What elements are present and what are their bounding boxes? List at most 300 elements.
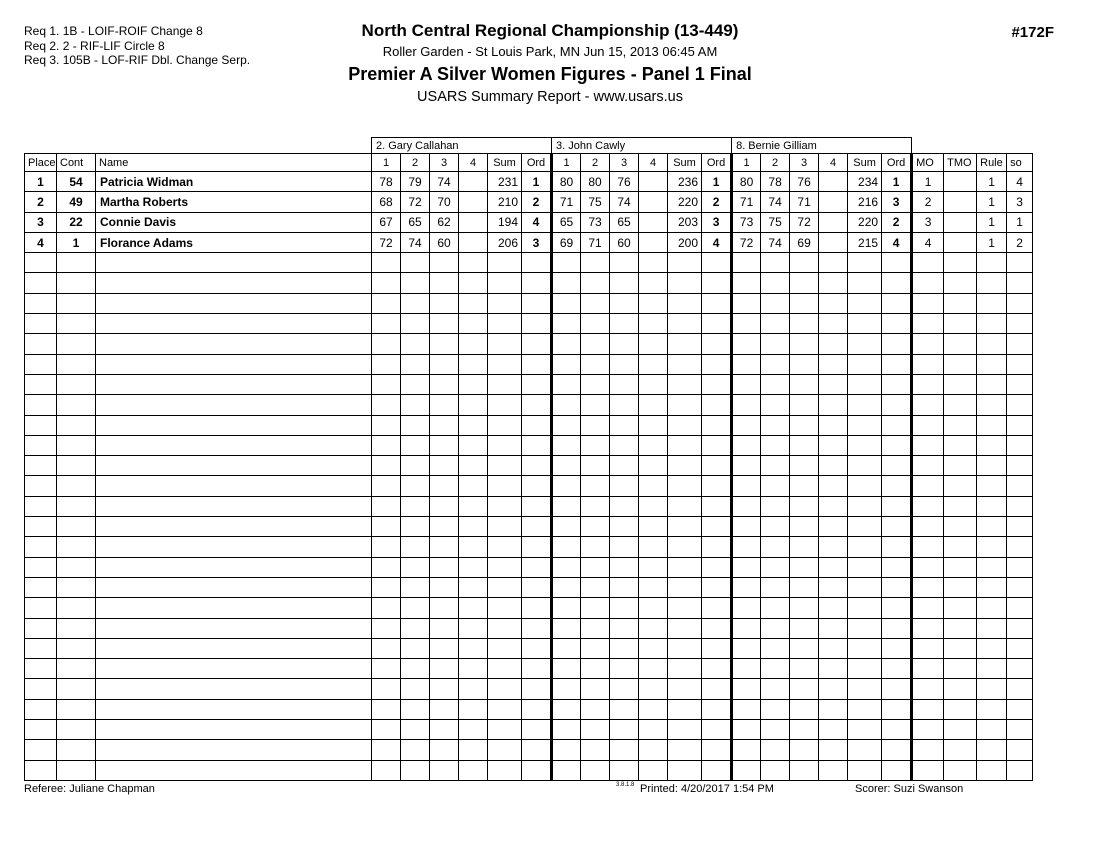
- sum-cell: [488, 496, 522, 516]
- score-cell: [401, 395, 430, 415]
- score-cell: [581, 435, 610, 455]
- ord-cell: 1: [702, 172, 732, 192]
- score-cell: [552, 679, 581, 699]
- name-cell: [96, 435, 372, 455]
- sum-cell: [488, 517, 522, 537]
- score-cell: 67: [372, 212, 401, 232]
- empty-row: [25, 760, 1033, 780]
- score-cell: [790, 456, 819, 476]
- score-cell: [819, 415, 848, 435]
- rule-cell: [977, 517, 1007, 537]
- tmo-cell: [944, 374, 977, 394]
- score-cell: [639, 374, 668, 394]
- ord-cell: [522, 456, 552, 476]
- sum-cell: [848, 293, 882, 313]
- col-header-tmo: TMO: [944, 154, 977, 172]
- ord-cell: [522, 679, 552, 699]
- score-cell: 71: [552, 192, 581, 212]
- col-header-cont: Cont: [57, 154, 96, 172]
- sum-cell: [668, 679, 702, 699]
- sum-cell: [488, 334, 522, 354]
- score-cell: [761, 638, 790, 658]
- score-cell: [372, 740, 401, 760]
- sum-cell: [488, 577, 522, 597]
- score-cell: [430, 293, 459, 313]
- tmo-cell: [944, 659, 977, 679]
- cont-cell: [57, 476, 96, 496]
- score-cell: [819, 537, 848, 557]
- place-cell: [25, 314, 57, 334]
- col-header-ord: Ord: [882, 154, 912, 172]
- championship-title: North Central Regional Championship (13-449): [361, 21, 739, 40]
- col-header-score-3: 3: [610, 154, 639, 172]
- rule-cell: 1: [977, 172, 1007, 192]
- mo-cell: [912, 598, 944, 618]
- col-header-ord: Ord: [522, 154, 552, 172]
- score-cell: [790, 253, 819, 273]
- score-cell: [552, 456, 581, 476]
- cont-cell: 1: [57, 232, 96, 252]
- empty-row: [25, 253, 1033, 273]
- rule-cell: [977, 395, 1007, 415]
- sum-cell: [488, 598, 522, 618]
- sum-cell: [488, 374, 522, 394]
- referee-label: Referee: Juliane Chapman: [24, 783, 155, 795]
- score-cell: [430, 354, 459, 374]
- score-cell: [401, 334, 430, 354]
- place-cell: [25, 334, 57, 354]
- score-cell: [552, 435, 581, 455]
- cont-cell: [57, 598, 96, 618]
- ord-cell: [882, 334, 912, 354]
- col-header-score-2: 2: [761, 154, 790, 172]
- tmo-cell: [944, 212, 977, 232]
- so-cell: [1007, 760, 1033, 780]
- score-cell: [372, 293, 401, 313]
- place-cell: [25, 760, 57, 780]
- col-header-score-1: 1: [552, 154, 581, 172]
- cont-cell: [57, 517, 96, 537]
- score-cell: 79: [401, 172, 430, 192]
- score-cell: [732, 314, 761, 334]
- col-header-name: Name: [96, 154, 372, 172]
- sum-cell: [668, 699, 702, 719]
- score-cell: 72: [401, 192, 430, 212]
- ord-cell: [702, 577, 732, 597]
- mo-cell: [912, 740, 944, 760]
- score-cell: [401, 415, 430, 435]
- score-cell: [761, 679, 790, 699]
- score-cell: [581, 537, 610, 557]
- ord-cell: [702, 314, 732, 334]
- score-cell: [732, 496, 761, 516]
- score-cell: [819, 435, 848, 455]
- sum-cell: [668, 577, 702, 597]
- score-cell: [610, 435, 639, 455]
- score-cell: [430, 273, 459, 293]
- score-cell: [819, 232, 848, 252]
- place-cell: 4: [25, 232, 57, 252]
- score-cell: [732, 760, 761, 780]
- place-cell: [25, 598, 57, 618]
- score-cell: 60: [610, 232, 639, 252]
- score-cell: [761, 557, 790, 577]
- score-cell: [819, 577, 848, 597]
- sum-cell: [848, 517, 882, 537]
- score-cell: [761, 496, 790, 516]
- score-cell: [459, 456, 488, 476]
- ord-cell: [882, 537, 912, 557]
- score-cell: 80: [581, 172, 610, 192]
- score-cell: 78: [372, 172, 401, 192]
- tmo-cell: [944, 192, 977, 212]
- ord-cell: [702, 537, 732, 557]
- ord-cell: [702, 374, 732, 394]
- name-cell: [96, 273, 372, 293]
- score-cell: [732, 699, 761, 719]
- rule-cell: [977, 354, 1007, 374]
- score-cell: [639, 760, 668, 780]
- sum-cell: [668, 293, 702, 313]
- tmo-cell: [944, 314, 977, 334]
- score-cell: [401, 537, 430, 557]
- ord-cell: [522, 415, 552, 435]
- so-cell: [1007, 293, 1033, 313]
- score-cell: [790, 395, 819, 415]
- score-cell: [372, 760, 401, 780]
- score-cell: [639, 293, 668, 313]
- ord-cell: 1: [522, 172, 552, 192]
- score-cell: [430, 517, 459, 537]
- score-cell: [372, 537, 401, 557]
- sum-cell: [488, 557, 522, 577]
- sum-cell: [848, 618, 882, 638]
- score-cell: [639, 557, 668, 577]
- score-cell: 78: [761, 172, 790, 192]
- score-cell: [639, 598, 668, 618]
- col-header-ord: Ord: [702, 154, 732, 172]
- name-cell: [96, 334, 372, 354]
- col-header-score-1: 1: [372, 154, 401, 172]
- score-cell: [639, 435, 668, 455]
- score-cell: [639, 172, 668, 192]
- sum-cell: [488, 740, 522, 760]
- col-header-score-4: 4: [639, 154, 668, 172]
- score-cell: [430, 314, 459, 334]
- score-cell: [732, 537, 761, 557]
- tmo-cell: [944, 557, 977, 577]
- name-cell: [96, 659, 372, 679]
- sum-cell: [668, 557, 702, 577]
- so-cell: [1007, 638, 1033, 658]
- score-cell: [790, 659, 819, 679]
- ord-cell: [522, 314, 552, 334]
- empty-row: [25, 699, 1033, 719]
- empty-row: [25, 273, 1033, 293]
- score-cell: [761, 456, 790, 476]
- cont-cell: [57, 659, 96, 679]
- sum-cell: 200: [668, 232, 702, 252]
- score-cell: [790, 517, 819, 537]
- score-cell: [610, 496, 639, 516]
- score-cell: [639, 679, 668, 699]
- place-cell: [25, 638, 57, 658]
- so-cell: [1007, 334, 1033, 354]
- cont-cell: [57, 253, 96, 273]
- sum-cell: [668, 435, 702, 455]
- sum-cell: [848, 273, 882, 293]
- cont-cell: [57, 720, 96, 740]
- result-row: [25, 172, 1033, 192]
- judge-2-header: 3. John Cawly: [552, 138, 732, 154]
- mo-cell: [912, 557, 944, 577]
- ord-cell: [882, 395, 912, 415]
- empty-row: [25, 720, 1033, 740]
- ord-cell: [882, 374, 912, 394]
- cont-cell: [57, 374, 96, 394]
- score-cell: [790, 638, 819, 658]
- ord-cell: 3: [522, 232, 552, 252]
- ord-cell: [522, 334, 552, 354]
- score-cell: [610, 720, 639, 740]
- score-cell: [732, 618, 761, 638]
- cont-cell: [57, 537, 96, 557]
- tmo-cell: [944, 293, 977, 313]
- score-cell: [552, 740, 581, 760]
- rule-cell: [977, 273, 1007, 293]
- mo-cell: [912, 760, 944, 780]
- score-cell: [372, 273, 401, 293]
- score-cell: [430, 456, 459, 476]
- sum-cell: [668, 618, 702, 638]
- score-cell: [430, 476, 459, 496]
- ord-cell: [522, 354, 552, 374]
- score-cell: [372, 720, 401, 740]
- score-cell: [401, 760, 430, 780]
- sum-cell: [848, 253, 882, 273]
- score-cell: [581, 699, 610, 719]
- score-cell: [761, 374, 790, 394]
- sum-cell: [848, 496, 882, 516]
- col-header-place: Place: [25, 154, 57, 172]
- score-cell: [552, 476, 581, 496]
- place-cell: [25, 354, 57, 374]
- sum-cell: [488, 354, 522, 374]
- score-cell: [552, 537, 581, 557]
- score-cell: [790, 415, 819, 435]
- name-cell: [96, 638, 372, 658]
- so-cell: [1007, 253, 1033, 273]
- ord-cell: 2: [522, 192, 552, 212]
- name-cell: [96, 598, 372, 618]
- score-cell: [819, 212, 848, 232]
- score-cell: [610, 557, 639, 577]
- tmo-cell: [944, 253, 977, 273]
- sum-cell: 216: [848, 192, 882, 212]
- place-cell: [25, 395, 57, 415]
- score-cell: [552, 638, 581, 658]
- empty-row: [25, 334, 1033, 354]
- ord-cell: [522, 598, 552, 618]
- rule-cell: [977, 476, 1007, 496]
- judge-1-header: 2. Gary Callahan: [372, 138, 552, 154]
- score-cell: [819, 517, 848, 537]
- ord-cell: [882, 740, 912, 760]
- col-header-score-4: 4: [819, 154, 848, 172]
- col-header-score-3: 3: [790, 154, 819, 172]
- tmo-cell: [944, 395, 977, 415]
- score-cell: [610, 517, 639, 537]
- mo-cell: 3: [912, 212, 944, 232]
- mo-cell: 2: [912, 192, 944, 212]
- score-cell: 80: [732, 172, 761, 192]
- so-cell: [1007, 598, 1033, 618]
- score-cell: [790, 496, 819, 516]
- results-table: [24, 137, 1033, 781]
- score-cell: [610, 618, 639, 638]
- score-cell: 74: [761, 232, 790, 252]
- name-cell: Martha Roberts: [96, 192, 372, 212]
- ord-cell: [882, 760, 912, 780]
- name-cell: [96, 293, 372, 313]
- score-cell: [610, 456, 639, 476]
- score-cell: [459, 760, 488, 780]
- ord-cell: [882, 354, 912, 374]
- score-cell: [552, 659, 581, 679]
- judge-3-header: 8. Bernie Gilliam: [732, 138, 912, 154]
- place-cell: [25, 415, 57, 435]
- score-cell: [639, 273, 668, 293]
- score-cell: [819, 293, 848, 313]
- tmo-cell: [944, 334, 977, 354]
- score-cell: 80: [552, 172, 581, 192]
- score-cell: [552, 699, 581, 719]
- score-cell: [581, 395, 610, 415]
- rule-cell: [977, 577, 1007, 597]
- score-cell: [790, 557, 819, 577]
- score-cell: [790, 314, 819, 334]
- score-cell: [819, 456, 848, 476]
- event-code: #172F: [1011, 24, 1054, 41]
- score-cell: [372, 253, 401, 273]
- sum-cell: 203: [668, 212, 702, 232]
- score-cell: [819, 659, 848, 679]
- tmo-cell: [944, 740, 977, 760]
- score-cell: [819, 598, 848, 618]
- empty-row: [25, 598, 1033, 618]
- tmo-cell: [944, 456, 977, 476]
- score-cell: [401, 577, 430, 597]
- score-cell: [401, 273, 430, 293]
- score-cell: [761, 720, 790, 740]
- sum-cell: [488, 537, 522, 557]
- sum-cell: [848, 720, 882, 740]
- score-cell: [732, 415, 761, 435]
- score-cell: [401, 659, 430, 679]
- score-cell: [732, 557, 761, 577]
- score-cell: 72: [732, 232, 761, 252]
- rule-cell: [977, 659, 1007, 679]
- score-cell: 69: [552, 232, 581, 252]
- score-cell: [401, 253, 430, 273]
- score-cell: [819, 618, 848, 638]
- score-cell: 73: [581, 212, 610, 232]
- score-cell: [430, 760, 459, 780]
- score-cell: [732, 517, 761, 537]
- sum-cell: [488, 456, 522, 476]
- name-cell: [96, 760, 372, 780]
- ord-cell: [882, 253, 912, 273]
- place-cell: [25, 476, 57, 496]
- score-cell: [372, 659, 401, 679]
- result-row: [25, 192, 1033, 212]
- name-cell: Florance Adams: [96, 232, 372, 252]
- score-cell: [459, 699, 488, 719]
- rule-cell: [977, 253, 1007, 273]
- score-cell: [372, 314, 401, 334]
- cont-cell: [57, 638, 96, 658]
- ord-cell: 4: [702, 232, 732, 252]
- sum-cell: [668, 273, 702, 293]
- ord-cell: [702, 740, 732, 760]
- mo-cell: [912, 314, 944, 334]
- score-cell: [552, 415, 581, 435]
- mo-cell: [912, 638, 944, 658]
- score-cell: [581, 476, 610, 496]
- score-cell: [639, 253, 668, 273]
- ord-cell: [702, 598, 732, 618]
- score-cell: [581, 557, 610, 577]
- sum-cell: 194: [488, 212, 522, 232]
- so-cell: [1007, 273, 1033, 293]
- tmo-cell: [944, 537, 977, 557]
- empty-row: [25, 314, 1033, 334]
- name-cell: [96, 395, 372, 415]
- score-cell: [401, 598, 430, 618]
- score-cell: [732, 395, 761, 415]
- score-cell: [819, 374, 848, 394]
- tmo-cell: [944, 273, 977, 293]
- score-cell: [552, 253, 581, 273]
- mo-cell: [912, 395, 944, 415]
- score-cell: [790, 740, 819, 760]
- score-cell: [639, 354, 668, 374]
- tmo-cell: [944, 577, 977, 597]
- score-cell: 76: [790, 172, 819, 192]
- ord-cell: [522, 577, 552, 597]
- sum-cell: [848, 760, 882, 780]
- sum-cell: [668, 415, 702, 435]
- score-cell: [819, 476, 848, 496]
- empty-row: [25, 415, 1033, 435]
- ord-cell: [522, 496, 552, 516]
- empty-row: [25, 577, 1033, 597]
- score-cell: [639, 476, 668, 496]
- score-cell: [790, 699, 819, 719]
- sum-cell: [668, 517, 702, 537]
- sum-cell: 220: [668, 192, 702, 212]
- sum-cell: [488, 314, 522, 334]
- score-cell: [430, 395, 459, 415]
- ord-cell: [882, 293, 912, 313]
- score-cell: [761, 760, 790, 780]
- rule-cell: [977, 638, 1007, 658]
- ord-cell: 1: [882, 172, 912, 192]
- score-cell: [459, 374, 488, 394]
- score-cell: [459, 517, 488, 537]
- score-cell: [552, 517, 581, 537]
- cont-cell: [57, 496, 96, 516]
